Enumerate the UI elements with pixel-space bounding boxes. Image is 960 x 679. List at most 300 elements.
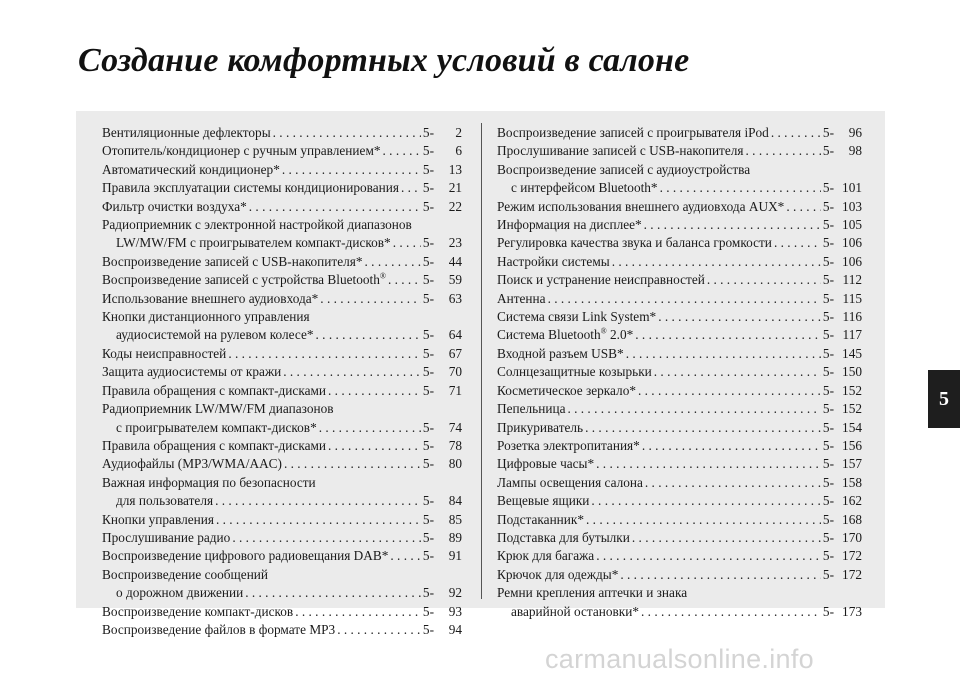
toc-entry-page: 74: [448, 419, 462, 435]
toc-entry: [497, 455, 862, 473]
toc-entry: [497, 419, 862, 437]
toc-entry: [102, 179, 462, 197]
toc-entry: [497, 382, 862, 400]
toc-entry: [102, 566, 462, 584]
toc-entry: [497, 216, 862, 234]
toc-entry: [102, 382, 462, 400]
toc-entry-page: 168: [842, 511, 862, 527]
toc-entry-text-suffix: 2.0*: [606, 327, 634, 343]
toc-entry: [102, 142, 462, 160]
dot-leader: [401, 179, 421, 197]
dot-leader: [328, 437, 421, 455]
toc-entry: [102, 400, 462, 418]
toc-entry-text: Лампы освещения салона: [497, 474, 643, 490]
toc-entry-title: [102, 603, 293, 621]
toc-entry-title: [102, 492, 213, 510]
toc-entry-text: Воспроизведение записей с USB-накопителя*: [102, 253, 363, 269]
dot-leader: [644, 216, 821, 234]
toc-entry-title: [497, 198, 784, 216]
toc-entry: [102, 474, 462, 492]
toc-entry-section: 5-: [422, 180, 434, 196]
toc-entry: [102, 253, 462, 271]
toc-entry-page: 94: [448, 621, 462, 637]
toc-entry-section: 5-: [822, 382, 834, 398]
toc-entry-text: Система связи Link System*: [497, 309, 657, 325]
toc-entry-title: [497, 437, 640, 455]
dot-leader: [383, 142, 421, 160]
dot-leader: [365, 253, 421, 271]
toc-entry-section: 5-: [422, 456, 434, 472]
toc-entry-title: [102, 621, 335, 639]
toc-entry-title: [497, 234, 772, 252]
toc-entry-text: Информация на дисплее*: [497, 217, 642, 233]
toc-entry-section: 5-: [822, 309, 834, 325]
toc-entry-text: Воспроизведение записей с аудиоустройства: [497, 161, 751, 177]
toc-entry: [497, 142, 862, 160]
toc-entry-title: [497, 161, 750, 179]
toc-entry-section: 5-: [422, 345, 434, 361]
toc-entry: [497, 566, 862, 584]
toc-entry-title: [497, 290, 546, 308]
toc-entry-title: [497, 529, 630, 547]
toc-entry-section: 5-: [422, 327, 434, 343]
toc-entry-text: Настройки системы: [497, 253, 610, 269]
toc-entry-page: 156: [842, 437, 862, 453]
toc-entry-text: Правила обращения с компакт-дисками: [102, 437, 327, 453]
toc-entry-title: [497, 363, 652, 381]
toc-entry-section: 5-: [422, 198, 434, 214]
toc-entry-text: Прослушивание радио: [102, 529, 231, 545]
dot-leader: [658, 308, 821, 326]
dot-leader: [337, 621, 421, 639]
toc-entry-title: [497, 584, 687, 602]
toc-entry: [497, 161, 862, 179]
toc-entry-title: [497, 216, 642, 234]
toc-entry-text: для пользователя: [116, 493, 214, 509]
toc-entry: [497, 437, 862, 455]
toc-entry-title: [497, 455, 594, 473]
toc-entry-title: [102, 290, 318, 308]
toc-entry-text: Аудиофайлы (MP3/WMA/AAC): [102, 456, 282, 472]
toc-entry-section: 5-: [422, 493, 434, 509]
toc-entry-section: 5-: [822, 327, 834, 343]
toc-entry-section: 5-: [422, 143, 434, 159]
toc-entry-page: 96: [848, 125, 862, 140]
toc-entry-section: 5-: [822, 198, 834, 214]
toc-entry-text: Прослушивание записей с USB-накопителя: [497, 143, 744, 159]
toc-entry-section: 5-: [422, 272, 434, 288]
toc-entry-text: Защита аудиосистемы от кражи: [102, 364, 282, 380]
toc-entry-text: Розетка электропитания*: [497, 437, 640, 453]
toc-entry: [102, 161, 462, 179]
toc-entry-page: 23: [448, 235, 462, 251]
toc-entry: [497, 584, 862, 602]
toc-column-left: [102, 124, 462, 639]
toc-entry: [497, 492, 862, 510]
dot-leader: [295, 603, 421, 621]
toc-entry-page: 106: [842, 235, 862, 251]
toc-entry-section: 5-: [822, 401, 834, 417]
toc-entry-section: 5-: [422, 161, 434, 177]
toc-entry-page: 170: [842, 529, 862, 545]
dot-leader: [774, 234, 821, 252]
toc-entry-text: Правила обращения с компакт-дисками: [102, 382, 327, 398]
page-title: Создание комфортных условий в салоне: [78, 42, 690, 79]
toc-entry: [102, 290, 462, 308]
dot-leader: [228, 345, 421, 363]
toc-entry-title: [497, 511, 584, 529]
toc-entry-title: [497, 547, 594, 565]
toc-entry-title: [102, 566, 268, 584]
toc-entry-page: 13: [448, 161, 462, 177]
toc-entry-title: [102, 345, 226, 363]
toc-entry: [102, 124, 462, 142]
toc-entry-title: [497, 492, 589, 510]
toc-entry-page: 103: [842, 198, 862, 214]
dot-leader: [596, 455, 821, 473]
dot-leader: [232, 529, 421, 547]
toc-entry: [102, 345, 462, 363]
toc-entry-title: [497, 566, 618, 584]
toc-entry-title: [102, 419, 317, 437]
toc-entry-title: [497, 142, 744, 160]
dot-leader: [632, 529, 821, 547]
dot-leader: [707, 271, 821, 289]
toc-entry-page: 6: [455, 143, 462, 159]
toc-entry-page: 112: [842, 272, 862, 288]
toc-entry-title: [102, 234, 391, 252]
toc-entry-title: [102, 584, 243, 602]
toc-entry-text: Кнопки управления: [102, 511, 214, 527]
toc-entry-section: 5-: [822, 566, 834, 582]
toc-entry-title: [102, 179, 399, 197]
toc-entry-page: 67: [448, 345, 462, 361]
toc-entry-page: 44: [448, 253, 462, 269]
toc-entry-text: Использование внешнего аудиовхода*: [102, 290, 319, 306]
toc-entry-text: Воспроизведение сообщений: [102, 566, 269, 582]
toc-column-right: [497, 124, 862, 621]
toc-entry-section: 5-: [822, 511, 834, 527]
toc-entry-text: LW/MW/FM с проигрывателем компакт-дисков*: [116, 235, 391, 251]
toc-entry-title: [497, 474, 643, 492]
toc-entry-section: 5-: [822, 253, 834, 269]
toc-entry-page: 92: [448, 585, 462, 601]
toc-entry-text: Цифровые часы*: [497, 456, 595, 472]
dot-leader: [746, 142, 821, 160]
toc-entry-title: [102, 400, 334, 418]
dot-leader: [635, 326, 821, 344]
toc-entry-section: 5-: [822, 603, 834, 619]
dot-leader: [215, 492, 421, 510]
toc-entry-text: Вещевые ящики: [497, 493, 590, 509]
toc-entry-text: с интерфейсом Bluetooth*: [511, 180, 658, 196]
toc-entry-text: Отопитель/кондиционер с ручным управлением*: [102, 143, 381, 159]
toc-entry-page: 93: [448, 603, 462, 619]
toc-entry: [102, 621, 462, 639]
toc-entry: [102, 198, 462, 216]
toc-entry-text: Радиоприемник LW/MW/FM диапазонов: [102, 401, 334, 417]
toc-entry-text: Ремни крепления аптечки и знака: [497, 585, 688, 601]
dot-leader: [620, 566, 821, 584]
dot-leader: [591, 492, 821, 510]
toc-entry-page: 173: [842, 603, 862, 619]
toc-entry: [497, 179, 862, 197]
toc-entry-text: Автоматический кондиционер*: [102, 161, 280, 177]
toc-entry-section: 5-: [822, 364, 834, 380]
chapter-tab: 5: [928, 370, 960, 428]
toc-entry-title: [102, 474, 316, 492]
toc-entry: [102, 584, 462, 602]
toc-entry-section: 5-: [822, 290, 834, 306]
toc-entry-title: [102, 547, 388, 565]
toc-entry: [497, 603, 862, 621]
toc-entry-section: 5-: [422, 364, 434, 380]
toc-entry-section: 5-: [422, 548, 434, 564]
toc-entry: [497, 234, 862, 252]
toc-entry: [497, 547, 862, 565]
toc-entry: [102, 455, 462, 473]
toc-entry-section: 5-: [822, 180, 834, 196]
dot-leader: [393, 234, 421, 252]
toc-entry-page: 106: [842, 253, 862, 269]
toc-entry-title: [102, 363, 281, 381]
watermark: carmanualsonline.info: [545, 644, 814, 674]
toc-entry-page: 154: [842, 419, 862, 435]
toc-entry-title: [497, 400, 565, 418]
toc-entry-page: 84: [448, 493, 462, 509]
dot-leader: [612, 253, 821, 271]
toc-entry-text: Подстаканник*: [497, 511, 585, 527]
toc-entry-text: аварийной остановки*: [511, 603, 640, 619]
toc-entry: [102, 234, 462, 252]
toc-entry-section: 5-: [422, 603, 434, 619]
toc-entry-text: аудиосистемой на рулевом колесе*: [116, 327, 314, 343]
toc-entry-section: 5-: [822, 272, 834, 288]
dot-leader: [316, 326, 421, 344]
toc-entry-section: 5-: [822, 493, 834, 509]
dot-leader: [249, 198, 421, 216]
toc-entry-section: 5-: [422, 253, 434, 269]
toc-entry-page: 91: [448, 548, 462, 564]
toc-entry-title: [102, 271, 386, 289]
toc-entry-title: [102, 253, 363, 271]
toc-entry-text: Воспроизведение файлов в формате MP3: [102, 621, 336, 637]
dot-leader: [245, 584, 421, 602]
toc-entry-page: 145: [842, 345, 862, 361]
toc-entry: [102, 603, 462, 621]
toc-entry-section: 5-: [822, 456, 834, 472]
toc-entry-section: 5-: [422, 621, 434, 637]
dot-leader: [390, 547, 421, 565]
toc-entry-title: [102, 161, 280, 179]
toc-entry-text: Воспроизведение цифрового радиовещания DAB*: [102, 548, 389, 564]
toc-entry-text: Солнцезащитные козырьки: [497, 364, 652, 380]
dot-leader: [548, 290, 821, 308]
toc-entry-section: 5-: [822, 419, 834, 435]
dot-leader: [284, 455, 421, 473]
toc-entry-text: Входной разъем USB*: [497, 345, 624, 361]
toc-entry-section: 5-: [422, 235, 434, 251]
toc-entry-title: [497, 179, 658, 197]
toc-entry: [497, 400, 862, 418]
dot-leader: [273, 124, 421, 142]
toc-entry-section: 5-: [422, 382, 434, 398]
dot-leader: [319, 419, 421, 437]
toc-entry-text: Коды неисправностей: [102, 345, 227, 361]
toc-entry-text: Пепельница: [497, 401, 566, 417]
dot-leader: [645, 474, 821, 492]
toc-entry-text: Регулировка качества звука и баланса громкости: [497, 235, 772, 251]
dot-leader: [586, 511, 821, 529]
toc-entry-section: 5-: [822, 217, 834, 233]
toc-entry-text: Подставка для бутылки: [497, 529, 630, 545]
dot-leader: [320, 290, 421, 308]
toc-entry: [102, 511, 462, 529]
toc-entry-text: Фильтр очистки воздуха*: [102, 198, 247, 214]
dot-leader: [654, 363, 821, 381]
toc-entry-page: 63: [448, 290, 462, 306]
toc-entry-section: 5-: [422, 290, 434, 306]
dot-leader: [585, 419, 821, 437]
toc-entry-page: 78: [448, 437, 462, 453]
toc-entry-page: 105: [842, 217, 862, 233]
toc-entry-section: 5-: [822, 235, 834, 251]
toc-entry-page: 117: [842, 327, 862, 343]
toc-entry-title: [102, 529, 230, 547]
toc-entry: [497, 529, 862, 547]
toc-entry-page: 59: [448, 272, 462, 288]
dot-leader: [641, 603, 821, 621]
toc-entry-text: Прикуриватель: [497, 419, 584, 435]
toc-entry-page: 80: [448, 456, 462, 472]
toc-entry-page: 172: [842, 548, 862, 564]
toc-entry-text: Крюк для багажа: [497, 548, 595, 564]
column-divider: [481, 123, 482, 599]
toc-entry-title: [102, 198, 247, 216]
toc-entry-page: 152: [842, 401, 862, 417]
toc-entry-page: 101: [842, 180, 862, 196]
toc-entry-title: [497, 326, 633, 344]
toc-entry-page: 71: [448, 382, 462, 398]
toc-entry: [497, 345, 862, 363]
toc-entry-title: [497, 271, 705, 289]
toc-entry-page: 64: [448, 327, 462, 343]
toc-entry-page: 158: [842, 474, 862, 490]
toc-entry-text: Важная информация по безопасности: [102, 474, 316, 490]
toc-entry-text: Правила эксплуатации системы кондиционирования: [102, 180, 399, 196]
registered-mark: ®: [379, 271, 386, 281]
toc-entry-title: [102, 437, 326, 455]
toc-entry-text: с проигрывателем компакт-дисков*: [116, 419, 317, 435]
toc-entry-title: [102, 455, 282, 473]
toc-entry-text: Воспроизведение компакт-дисков: [102, 603, 294, 619]
dot-leader: [283, 363, 421, 381]
toc-panel: [76, 111, 885, 637]
toc-entry-title: [102, 511, 214, 529]
dot-leader: [786, 198, 821, 216]
toc-entry-section: 5-: [422, 511, 434, 527]
toc-entry-title: [497, 382, 636, 400]
dot-leader: [660, 179, 821, 197]
toc-entry: [497, 363, 862, 381]
toc-entry: [497, 198, 862, 216]
dot-leader: [626, 345, 821, 363]
toc-entry-text: Воспроизведение записей с устройства Bluetooth: [102, 272, 380, 288]
toc-entry-title: [497, 308, 656, 326]
toc-entry-page: 157: [842, 456, 862, 472]
toc-entry: [102, 363, 462, 381]
toc-entry-section: 5-: [822, 345, 834, 361]
toc-entry-text: Воспроизведение записей с проигрывателя iPod: [497, 125, 769, 140]
toc-entry-page: 98: [848, 143, 862, 159]
toc-entry: [497, 474, 862, 492]
toc-entry: [102, 216, 462, 234]
toc-entry: [102, 437, 462, 455]
toc-entry: [497, 124, 862, 142]
toc-entry-text: Косметическое зеркало*: [497, 382, 636, 398]
toc-entry-section: 5-: [422, 125, 434, 140]
toc-entry-page: 115: [842, 290, 862, 306]
toc-entry-section: 5-: [822, 548, 834, 564]
toc-entry-page: 89: [448, 529, 462, 545]
toc-entry-title: [102, 124, 271, 142]
toc-entry-page: 150: [842, 364, 862, 380]
toc-entry-title: [102, 308, 310, 326]
toc-entry-text: Режим использования внешнего аудиовхода AUX*: [497, 198, 785, 214]
dot-leader: [642, 437, 821, 455]
toc-entry: [497, 308, 862, 326]
dot-leader: [596, 547, 821, 565]
toc-entry-section: 5-: [822, 437, 834, 453]
toc-entry-section: 5-: [822, 474, 834, 490]
toc-entry: [497, 326, 862, 344]
toc-entry-page: 22: [448, 198, 462, 214]
toc-entry-title: [102, 142, 381, 160]
toc-entry-title: [102, 382, 326, 400]
dot-leader: [771, 124, 821, 142]
toc-entry-section: 5-: [822, 125, 834, 140]
toc-entry-text: о дорожном движении: [116, 585, 244, 601]
toc-entry-text: Крючок для одежды*: [497, 566, 619, 582]
toc-entry-page: 162: [842, 493, 862, 509]
toc-entry: [497, 253, 862, 271]
toc-entry-title: [497, 345, 624, 363]
toc-entry-page: 21: [448, 180, 462, 196]
toc-entry: [102, 326, 462, 344]
toc-entry: [497, 511, 862, 529]
dot-leader: [216, 511, 421, 529]
toc-entry-title: [497, 124, 769, 142]
toc-entry-section: 5-: [422, 419, 434, 435]
toc-entry: [102, 308, 462, 326]
toc-entry-text: Система Bluetooth: [497, 327, 601, 343]
dot-leader: [638, 382, 821, 400]
dot-leader: [328, 382, 421, 400]
toc-entry-section: 5-: [822, 529, 834, 545]
toc-entry-page: 85: [448, 511, 462, 527]
registered-mark: ®: [600, 327, 607, 337]
toc-entry-text: Вентиляционные дефлекторы: [102, 125, 271, 140]
toc-entry-section: 5-: [422, 529, 434, 545]
toc-entry-title: [102, 216, 412, 234]
toc-entry-title: [497, 253, 610, 271]
toc-entry-title: [497, 419, 583, 437]
dot-leader: [282, 161, 421, 179]
toc-entry-page: 116: [842, 309, 862, 325]
toc-entry: [102, 271, 462, 289]
toc-entry-text: Антенна: [497, 290, 546, 306]
toc-entry-page: 70: [448, 364, 462, 380]
